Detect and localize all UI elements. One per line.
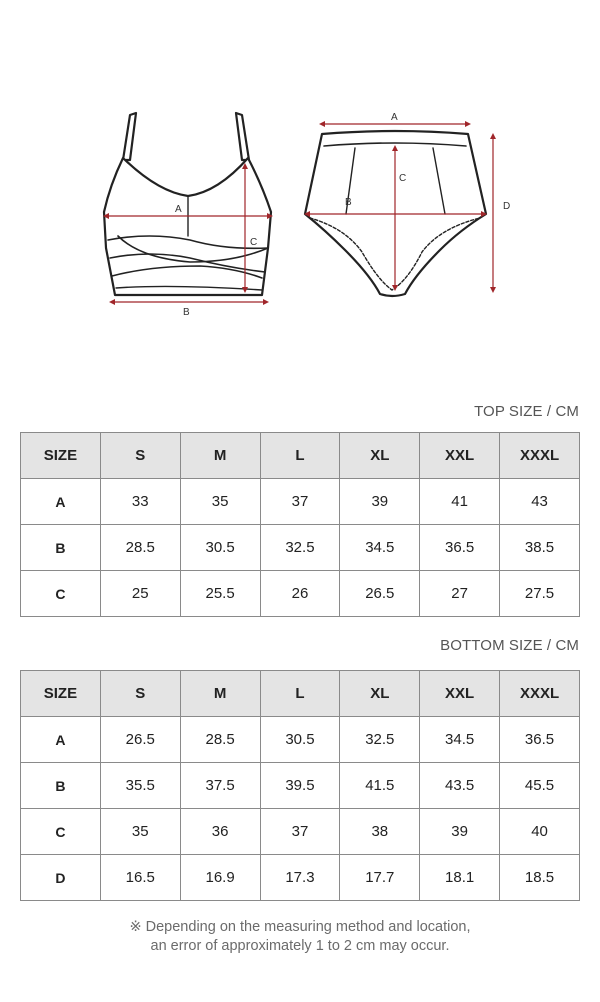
bottom-label-c: C [399,173,407,184]
table-cell: 16.5 [100,855,180,901]
table-cell: 26 [260,571,340,617]
table-cell: 26.5 [340,571,420,617]
column-header: XXL [420,671,500,717]
top-label-a: A [175,204,182,215]
table-row [21,717,580,763]
table-row [21,571,580,617]
table-cell: 37 [260,809,340,855]
table-cell: 32.5 [260,525,340,571]
table-cell: 28.5 [100,525,180,571]
top-size-caption: TOP SIZE / CM [474,403,579,420]
table-cell: 38.5 [500,525,580,571]
table-cell: 37.5 [180,763,260,809]
table-cell: 38 [340,809,420,855]
bottom-label-b: B [345,197,352,208]
table-cell: 35.5 [100,763,180,809]
table-cell: 27.5 [500,571,580,617]
table-cell: 17.7 [340,855,420,901]
column-header: S [100,671,180,717]
table-cell: 26.5 [100,717,180,763]
table-cell: 33 [100,479,180,525]
column-header: SIZE [21,433,101,479]
table-cell: 39 [420,809,500,855]
table-cell: 37 [260,479,340,525]
top-garment-drawing [104,113,271,295]
table-row [21,855,580,901]
table-cell: 30.5 [180,525,260,571]
table-cell: 27 [420,571,500,617]
row-label: C [21,571,101,617]
table-cell: 36 [180,809,260,855]
table-cell: 18.5 [500,855,580,901]
column-header: M [180,433,260,479]
column-header: XL [340,433,420,479]
row-label: B [21,763,101,809]
top-label-b: B [183,307,190,318]
table-cell: 41 [420,479,500,525]
row-label: D [21,855,101,901]
column-header: XL [340,671,420,717]
bottom-size-table [20,670,580,901]
table-cell: 17.3 [260,855,340,901]
table-cell: 41.5 [340,763,420,809]
table-row [21,763,580,809]
column-header: M [180,671,260,717]
table-cell: 35 [100,809,180,855]
table-cell: 40 [500,809,580,855]
table-cell: 34.5 [420,717,500,763]
row-label: A [21,479,101,525]
measurement-diagram [0,0,600,380]
table-cell: 39 [340,479,420,525]
table-cell: 43 [500,479,580,525]
table-row [21,525,580,571]
table-cell: 30.5 [260,717,340,763]
top-size-table [20,432,580,617]
column-header: SIZE [21,671,101,717]
row-label: B [21,525,101,571]
row-label: C [21,809,101,855]
table-cell: 43.5 [420,763,500,809]
table-cell: 39.5 [260,763,340,809]
table-cell: 18.1 [420,855,500,901]
bottom-size-caption: BOTTOM SIZE / CM [440,637,579,654]
table-cell: 16.9 [180,855,260,901]
table-cell: 36.5 [500,717,580,763]
bottom-label-a: A [391,112,398,123]
bottom-label-d: D [503,201,511,212]
measurement-note [0,918,600,956]
table-cell: 32.5 [340,717,420,763]
table-cell: 28.5 [180,717,260,763]
table-row [21,479,580,525]
table-cell: 35 [180,479,260,525]
table-header-row [21,671,580,717]
column-header: XXXL [500,433,580,479]
table-cell: 36.5 [420,525,500,571]
table-cell: 25 [100,571,180,617]
table-row [21,809,580,855]
table-header-row [21,433,580,479]
row-label: A [21,717,101,763]
top-label-c: C [250,237,258,248]
table-cell: 34.5 [340,525,420,571]
column-header: XXL [420,433,500,479]
table-cell: 45.5 [500,763,580,809]
column-header: L [260,671,340,717]
note-line-1: ※ Depending on the measuring method and location, [129,919,471,935]
column-header: XXXL [500,671,580,717]
note-line-2: an error of approximately 1 to 2 cm may occur. [150,938,450,954]
table-cell: 25.5 [180,571,260,617]
column-header: S [100,433,180,479]
column-header: L [260,433,340,479]
